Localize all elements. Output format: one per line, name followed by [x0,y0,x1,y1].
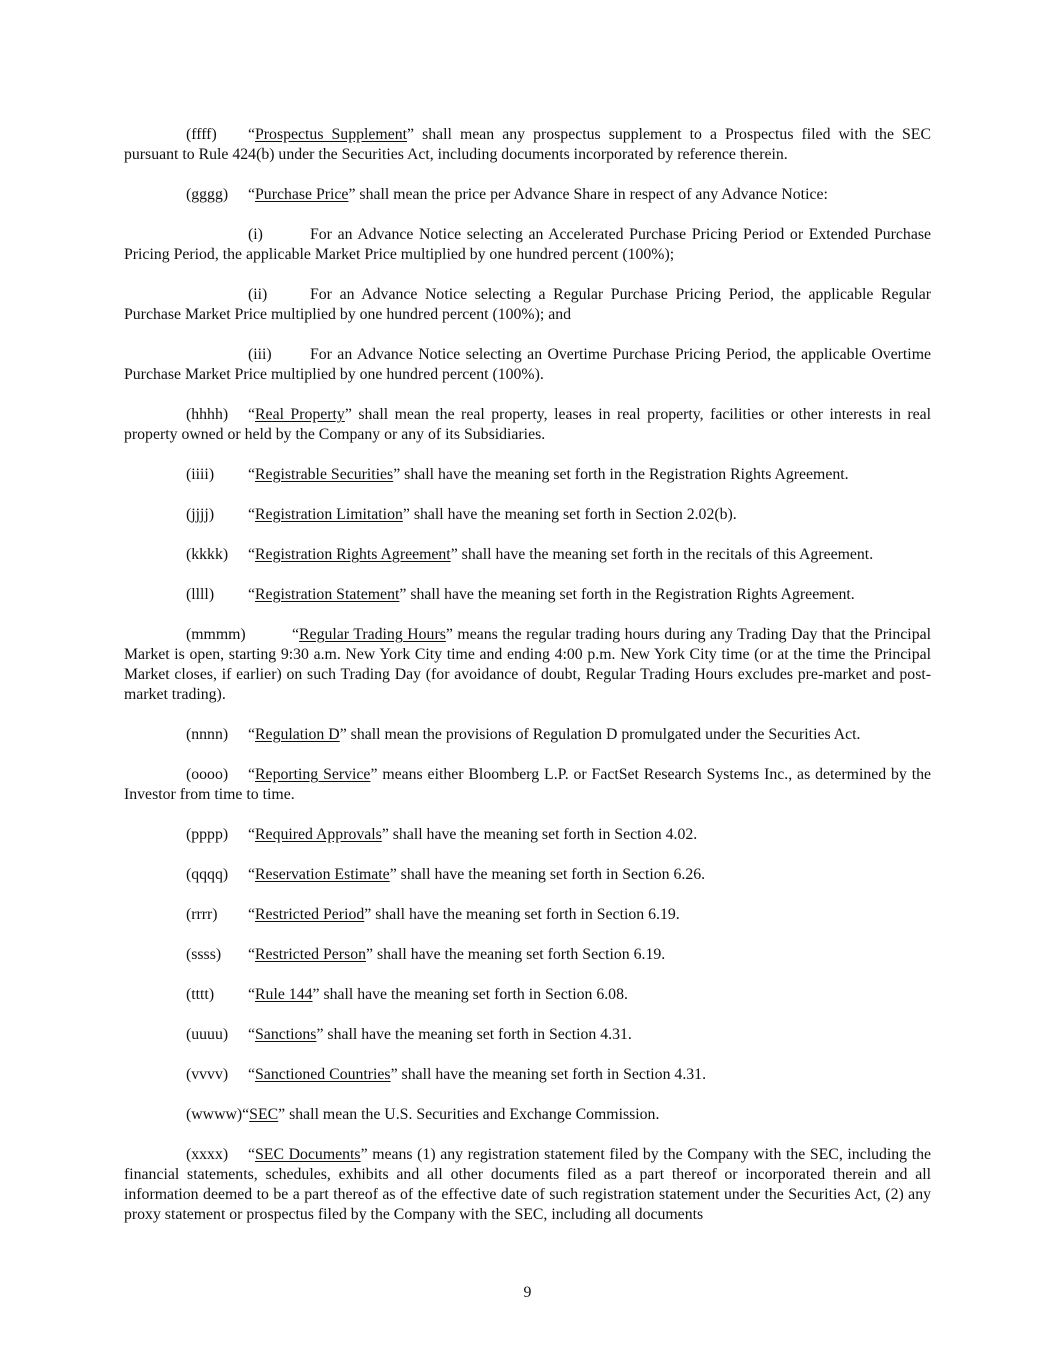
page-number: 9 [523,1284,532,1301]
defined-term: SEC Documents [255,1146,361,1163]
close-quote: ” [445,626,453,643]
open-quote: “ [248,1146,256,1163]
defined-term: Regular Trading Hours [299,626,446,643]
definition-text: shall have the meaning set forth Section 6.19. [373,946,666,963]
open-quote: “ [248,506,256,523]
close-quote: ” [312,986,320,1003]
defined-term: Registration Limitation [255,506,403,523]
open-quote: “ [248,1066,256,1083]
definition-reservation-estimate [124,865,931,885]
definition-text: shall mean the price per Advance Share in respect of any Advance Notice: [355,186,828,203]
open-quote: “ [248,186,256,203]
open-quote: “ [242,1106,250,1123]
defined-term: Sanctioned Countries [255,1066,391,1083]
definition-text: shall have the meaning set forth in Section 2.02(b). [409,506,737,523]
defined-term: Restricted Period [255,906,365,923]
definition-text: shall have the meaning set forth in the Registration Rights Agreement. [400,466,849,483]
defined-term: Purchase Price [255,186,349,203]
open-quote: “ [248,586,256,603]
close-quote: ” [402,506,410,523]
definition-restricted-person [124,945,931,965]
definition-regular-trading-hours: (mmmm) “Regular Trading Hours” means the regular trading hours during any Trading Day that the Principal Market is open, starting 9:30 a.m. New York City time and ending 4:00 p.m. New York City time (or at the time the Principal Market closes, if earlier) on such Trading Day (for avoidance of doubt, Regular Trading Hours excludes pre-market and post-market trading). [124,626,931,703]
close-quote: ” [364,906,372,923]
definition-text: means either Bloomberg L.P. or FactSet Research Systems Inc., as determined by the Investor from time to time. [124,766,931,803]
close-quote: ” [450,546,458,563]
definition-required-approvals [124,825,931,845]
defined-term: Rule 144 [255,986,313,1003]
defined-term: Registrable Securities [255,466,394,483]
item-number: (vvvv) [186,1066,229,1083]
item-number: (i) [248,226,263,243]
item-number: (ii) [248,286,268,303]
definition-text: shall mean the real property, leases in real property, facilities or other interests in real property owned or held by the Company or any of its Subsidiaries. [124,406,931,443]
definition-regulation-d [124,725,931,745]
item-number: (gggg) [186,186,229,203]
definition-text: shall have the meaning set forth in Section 4.31. [397,1066,707,1083]
open-quote: “ [248,1026,256,1043]
subitem-text: For an Advance Notice selecting an Accelerated Purchase Pricing Period or Extended Purchase Pricing Period, the applicable Market Price multiplied by one hundred percent (100%); [124,226,931,263]
item-number: (wwww) [186,1106,243,1123]
close-quote: ” [278,1106,286,1123]
purchase-price-subitem-ii [124,285,931,325]
open-quote: “ [248,766,256,783]
item-number: (llll) [186,586,215,603]
definition-text: shall have the meaning set forth in the Registration Rights Agreement. [406,586,855,603]
item-number: (ssss) [186,946,222,963]
definition-text: means (1) any registration statement filed by the Company with the SEC, including the financial statements, schedules, exhibits and all other documents filed as a part thereof or incorporated therein and all information deemed to be a part thereof as of the effective date of such registration statement under the Securities Act, (2) any proxy statement or prospectus filed by the Company with the SEC, including all documents [124,1146,931,1223]
definition-sec [124,1105,931,1125]
definition-text: shall mean any prospectus supplement to a Prospectus filed with the SEC pursuant to Rule 424(b) under the Securities Act, including documents incorporated by reference therein. [124,126,931,163]
open-quote: “ [248,946,256,963]
item-number: (kkkk) [186,546,229,563]
purchase-price-subitem-i [124,225,931,265]
definition-prospectus-supplement [124,125,931,165]
close-quote: ” [360,1146,368,1163]
open-quote: “ [248,726,256,743]
defined-term: SEC [249,1106,279,1123]
definition-text: shall have the meaning set forth in Section 4.31. [323,1026,632,1043]
definition-purchase-price [124,185,931,205]
open-quote: “ [248,126,256,143]
close-quote: ” [390,1066,398,1083]
definition-text: shall have the meaning set forth in Section 4.02. [388,826,698,843]
definition-sec-documents [124,1145,931,1225]
open-quote: “ [248,906,256,923]
definition-registration-limitation [124,505,931,525]
close-quote: ” [348,186,356,203]
defined-term: Sanctions [255,1026,317,1043]
definition-text: shall mean the U.S. Securities and Exchange Commission. [285,1106,660,1123]
defined-term: Reservation Estimate [255,866,390,883]
defined-term: Prospectus Supplement [255,126,407,143]
open-quote: “ [248,466,256,483]
definition-restricted-period [124,905,931,925]
purchase-price-subitem-iii [124,345,931,385]
definition-registration-statement [124,585,931,605]
definition-sanctions [124,1025,931,1045]
definition-rule-144 [124,985,931,1005]
defined-term: Registration Statement [255,586,400,603]
item-number: (hhhh) [186,406,229,423]
defined-term: Real Property [255,406,345,423]
defined-term: Required Approvals [255,826,382,843]
definition-text: means the regular trading hours during any Trading Day that the Principal Market is open, starting 9:30 a.m. New York City time and ending 4:00 p.m. New York City time (or at the time the Principal Market closes, if earlier) on such Trading Day (for avoidance of doubt, Regular Trading Hours excludes pre-market and post-market trading). [124,626,931,703]
item-number: (uuuu) [186,1026,229,1043]
item-number: (tttt) [186,986,215,1003]
subitem-text: For an Advance Notice selecting an Overtime Purchase Pricing Period, the applicable Overtime Purchase Market Price multiplied by one hundred percent (100%). [124,346,931,383]
close-quote: ” [399,586,407,603]
item-number: (nnnn) [186,726,229,743]
definition-sanctioned-countries [124,1065,931,1085]
item-number: (ffff) [186,126,217,143]
close-quote: ” [316,1026,324,1043]
open-quote: “ [248,406,256,423]
close-quote: ” [407,126,415,143]
item-number: (rrrr) [186,906,218,923]
definition-text: shall have the meaning set forth in Section 6.26. [396,866,706,883]
close-quote: ” [381,826,389,843]
subitem-text: For an Advance Notice selecting a Regular Purchase Pricing Period, the applicable Regular Purchase Market Price multiplied by one hundred percent (100%); and [124,286,931,323]
definition-real-property [124,405,931,445]
close-quote: ” [393,466,401,483]
item-number: (iiii) [186,466,215,483]
close-quote: ” [389,866,397,883]
definition-text: shall have the meaning set forth in the recitals of this Agreement. [457,546,874,563]
open-quote: “ [248,826,256,843]
document-page [124,125,931,1245]
close-quote: ” [344,406,352,423]
item-number: (qqqq) [186,866,229,883]
item-number: (iii) [248,346,272,363]
item-number: (oooo) [186,766,229,783]
defined-term: Regulation D [255,726,340,743]
close-quote: ” [370,766,378,783]
definition-registration-rights-agreement [124,545,931,565]
open-quote: “ [248,866,256,883]
open-quote: “ [292,626,300,643]
definition-reporting-service [124,765,931,805]
defined-term: Reporting Service [255,766,371,783]
item-number: (pppp) [186,826,229,843]
definition-text: shall have the meaning set forth in Section 6.08. [319,986,628,1003]
defined-term: Restricted Person [255,946,367,963]
definition-text: shall have the meaning set forth in Section 6.19. [371,906,680,923]
definition-text: shall mean the provisions of Regulation D promulgated under the Securities Act. [346,726,861,743]
close-quote: ” [366,946,374,963]
open-quote: “ [248,546,256,563]
item-number: (jjjj) [186,506,215,523]
open-quote: “ [248,986,256,1003]
close-quote: ” [339,726,347,743]
defined-term: Registration Rights Agreement [255,546,451,563]
item-number: (xxxx) [186,1146,229,1163]
definition-registrable-securities [124,465,931,485]
